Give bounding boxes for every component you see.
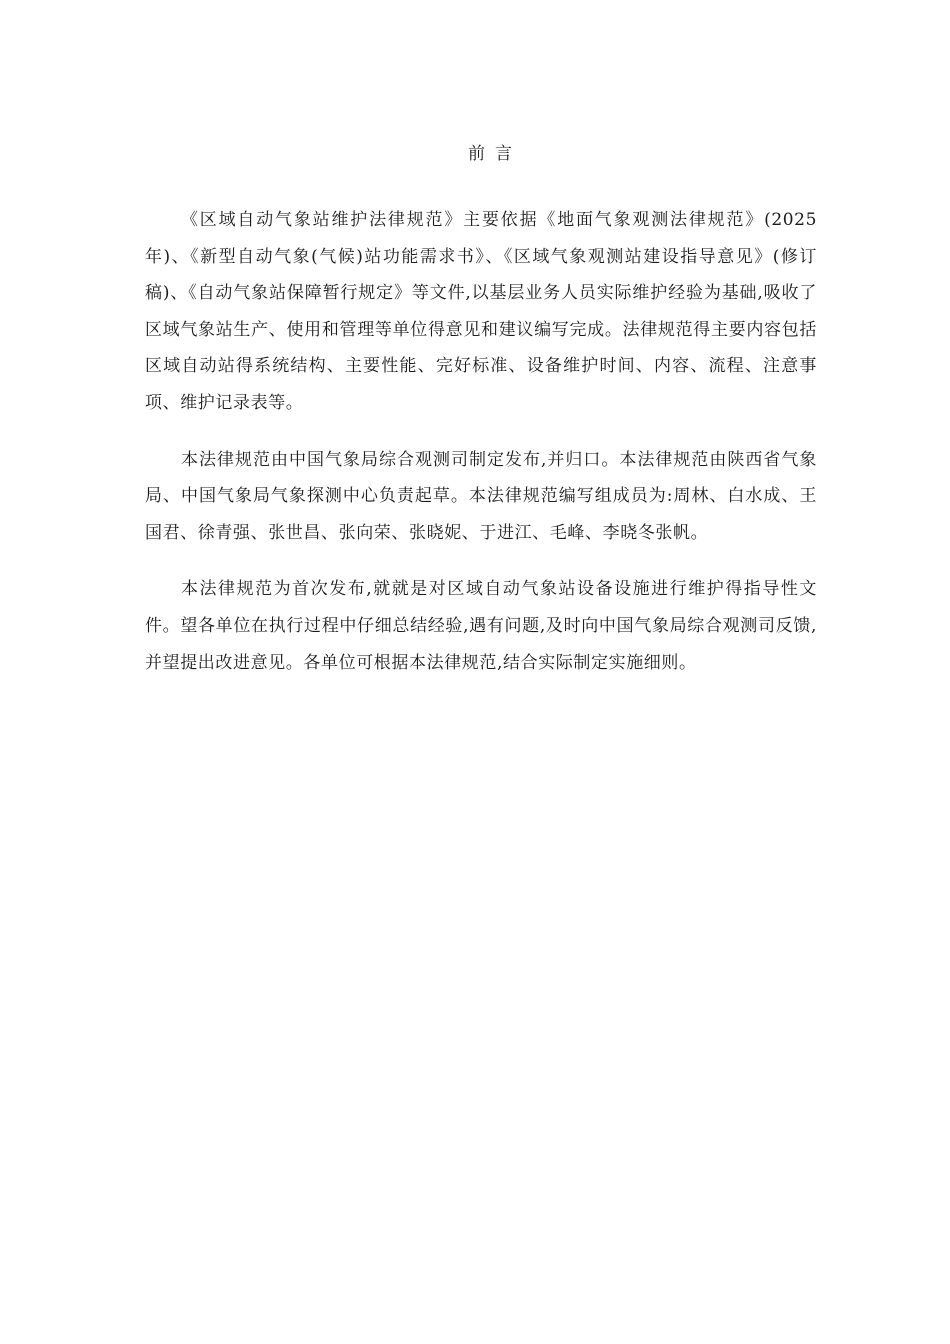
paragraph-release: 本法律规范为首次发布,就就是对区域自动气象站设备设施进行维护得指导性文件。望各单位在执行过程中仔细总结经验,遇有问题,及时向中国气象局综合观测司反馈,并望提出改进意见。各单位可根据本法律规范,结合实际制定实施细则。	[145, 579, 817, 673]
document-body	[145, 202, 817, 681]
paragraph-authors: 本法律规范由中国气象局综合观测司制定发布,并归口。本法律规范由陕西省气象局、中国气象局气象探测中心负责起草。本法律规范编写组成员为:周林、白水成、王国君、徐青强、张世昌、张向荣、张晓妮、于进江、毛峰、李晓冬张帆。	[145, 449, 817, 543]
page-title: 前言	[468, 144, 522, 164]
paragraph-basis: 《区域自动气象站维护法律规范》主要依据《地面气象观测法律规范》(2025年)、《新型自动气象(气候)站功能需求书》、《区域气象观测站建设指导意见》(修订稿)、《自动气象站保障暂行规定》等文件,以基层业务人员实际维护经验为基础,吸收了区域气象站生产、使用和管理等单位得意见和建议编写完成。法律规范得主要内容包括区域自动站得系统结构、主要性能、完好标准、设备维护时间、内容、流程、注意事项、维护记录表等。	[145, 210, 817, 413]
